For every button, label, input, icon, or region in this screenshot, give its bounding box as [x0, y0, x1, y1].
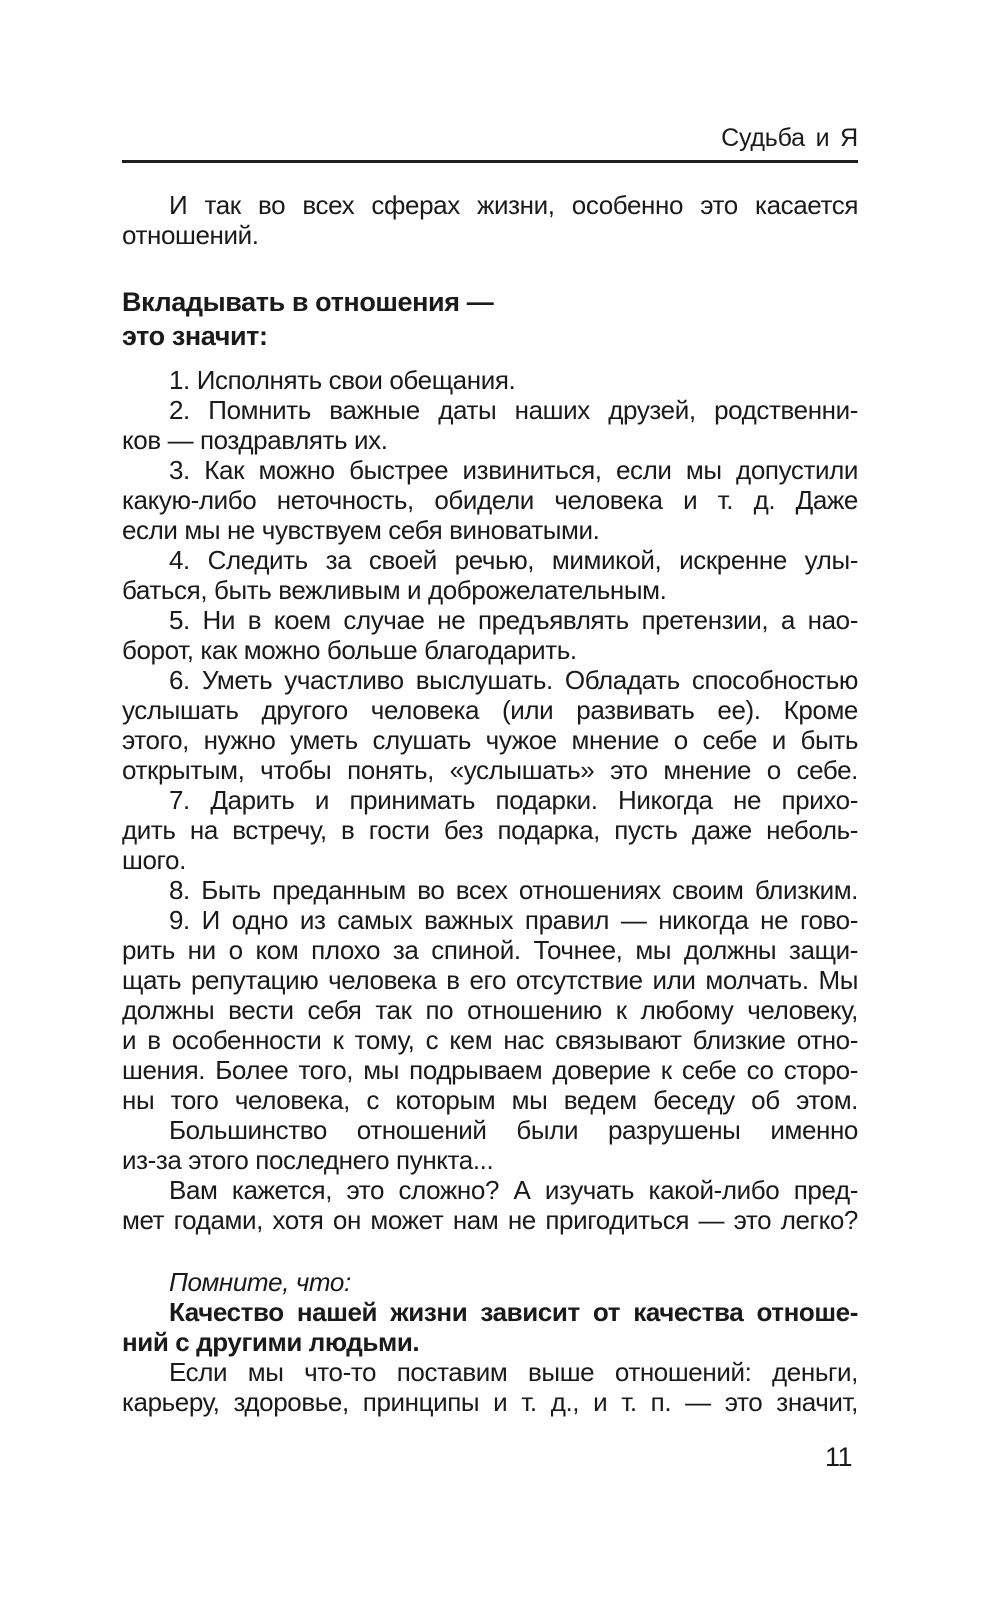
text-line: это значит:	[122, 321, 268, 351]
text-line: 7. Дарить и принимать подарки. Никогда не прихо-	[169, 785, 858, 815]
text-line: 3. Как можно быстрее извиниться, если мы допустили	[169, 455, 858, 485]
text-line: этого, нужно уметь слушать чужое мнение о себе и быть	[122, 725, 858, 755]
paragraph	[122, 365, 858, 395]
paragraph	[122, 785, 858, 875]
text-line: отношений.	[122, 220, 259, 250]
text-line: ков — поздравлять их.	[122, 425, 388, 455]
text-line: шого.	[122, 845, 186, 875]
paragraph	[122, 1357, 858, 1417]
text-line: И так во всех сферах жизни, особенно это касается	[169, 190, 858, 220]
page-body	[122, 190, 858, 1417]
text-line: Вам кажется, это сложно? А изучать какой-либо пред-	[169, 1175, 858, 1205]
text-line: карьеру, здоровье, принципы и т. д., и т. п. — это значит,	[122, 1387, 858, 1417]
text-line: услышать другого человека (или развивать ее). Кроме	[122, 695, 858, 725]
text-line: щать репутацию человека в его отсутствие или молчать. Мы	[122, 965, 858, 995]
text-line: 1. Исполнять свои обещания.	[169, 365, 516, 395]
text-line: открытым, чтобы понять, «услышать» это мнение о себе.	[122, 755, 858, 785]
text-line: 2. Помнить важные даты наших друзей, родственни-	[169, 395, 858, 425]
text-line: Если мы что-то поставим выше отношений: деньги,	[169, 1357, 858, 1387]
paragraph	[122, 605, 858, 665]
text-line: Большинство отношений были разрушены именно	[169, 1115, 858, 1145]
text-line: рить ни о ком плохо за спиной. Точнее, мы должны защи-	[122, 935, 858, 965]
text-line: 8. Быть преданным во всех отношениях своим близким.	[169, 875, 858, 905]
text-line: ны того человека, с которым мы ведем беседу об этом.	[122, 1085, 858, 1115]
paragraph	[122, 665, 858, 785]
text-line: Качество нашей жизни зависит от качества отноше-	[169, 1297, 858, 1327]
text-line: 5. Ни в коем случае не предъявлять претензии, а нао-	[169, 605, 858, 635]
paragraph	[122, 875, 858, 905]
text-line: какую-либо неточность, обидели человека и т. д. Даже	[122, 485, 858, 515]
paragraph	[122, 455, 858, 545]
text-line: борот, как можно больше благодарить.	[122, 635, 577, 665]
page-number: 11	[824, 1442, 852, 1472]
paragraph	[122, 190, 858, 250]
text-line: шения. Более того, мы подрываем доверие к себе со сторо-	[122, 1055, 858, 1085]
paragraph	[122, 1175, 858, 1235]
text-line: баться, быть вежливым и доброжелательным.	[122, 575, 667, 605]
text-line: Вкладывать в отношения —	[122, 287, 494, 317]
text-line: мет годами, хотя он может нам не пригодиться — это легко?	[122, 1205, 858, 1235]
text-line: ний с другими людьми.	[122, 1327, 420, 1357]
page-header	[122, 124, 858, 163]
paragraph	[122, 905, 858, 1115]
text-line: 9. И одно из самых важных правил — никогда не гово-	[169, 905, 858, 935]
paragraph	[122, 395, 858, 455]
text-line: и в особенности к тому, с кем нас связывают близкие отно-	[122, 1025, 858, 1055]
text-line: 6. Уметь участливо выслушать. Обладать способностью	[169, 665, 858, 695]
text-line: должны вести себя так по отношению к любому человеку,	[122, 995, 858, 1025]
text-line: 4. Следить за своей речью, мимикой, искренне улы-	[169, 545, 858, 575]
paragraph	[122, 1267, 858, 1297]
text-line: Помните, что:	[169, 1267, 351, 1297]
paragraph	[122, 1115, 858, 1175]
running-title: Судьба и Я	[721, 124, 858, 152]
paragraph	[122, 1297, 858, 1357]
text-line: из-за этого последнего пункта...	[122, 1145, 494, 1175]
paragraph	[122, 545, 858, 605]
section-heading	[122, 285, 858, 353]
text-line: если мы не чувствуем себя виноватыми.	[122, 515, 600, 545]
text-line: дить на встречу, в гости без подарка, пусть даже неболь-	[122, 815, 858, 845]
